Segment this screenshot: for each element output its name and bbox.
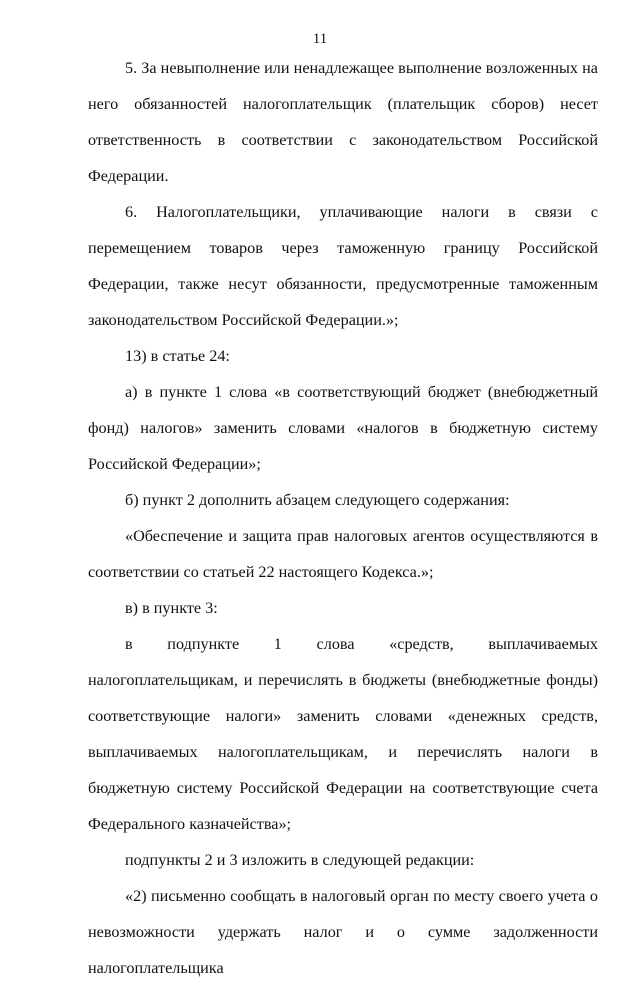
page-number: 11: [312, 31, 328, 47]
subpoint-2-text: «2) письменно сообщать в налоговый орган по месту своего учета о невозможности удержать налог и о сумме задолженности налогоплательщика: [88, 887, 598, 977]
subitem-a: а) в пункте 1 слова «в соответствующий бюджет (внебюджетный фонд) налогов» заменить словами «налогов в бюджетную систему Российской Федерации»;: [88, 383, 598, 473]
document-body: [88, 50, 598, 986]
subitem-b: б) пункт 2 дополнить абзацем следующего содержания:: [125, 491, 510, 509]
item-13-heading: 13) в статье 24:: [125, 347, 230, 365]
quoted-paragraph: «Обеспечение и защита прав налоговых агентов осуществляются в соответствии со статьей 22 настоящего Кодекса.»;: [88, 527, 598, 581]
subpoint-1-amendment: в подпункте 1 слова «средств, выплачиваемых налогоплательщикам, и перечислять в бюджеты (внебюджетные фонды) соответствующие налоги» заменить словами «денежных средств, выплачиваемых налогоплательщикам, и перечислять налоги в бюджетную систему Российской Федерации на соответствующие счета Федерального казначейства»;: [88, 635, 598, 833]
paragraph-5: 5. За невыполнение или ненадлежащее выполнение возложенных на него обязанностей налогоплательщик (плательщик сборов) несет ответственность в соответствии с законодательством Российской Федерации.: [88, 59, 598, 185]
paragraph-6: 6. Налогоплательщики, уплачивающие налоги в связи с перемещением товаров через таможенную границу Российской Федерации, также несут обязанности, предусмотренные таможенным законодательством Российской Федерации.»;: [88, 203, 598, 329]
subpoints-2-3-intro: подпункты 2 и 3 изложить в следующей редакции:: [125, 851, 475, 869]
subitem-v: в) в пункте 3:: [125, 599, 218, 617]
